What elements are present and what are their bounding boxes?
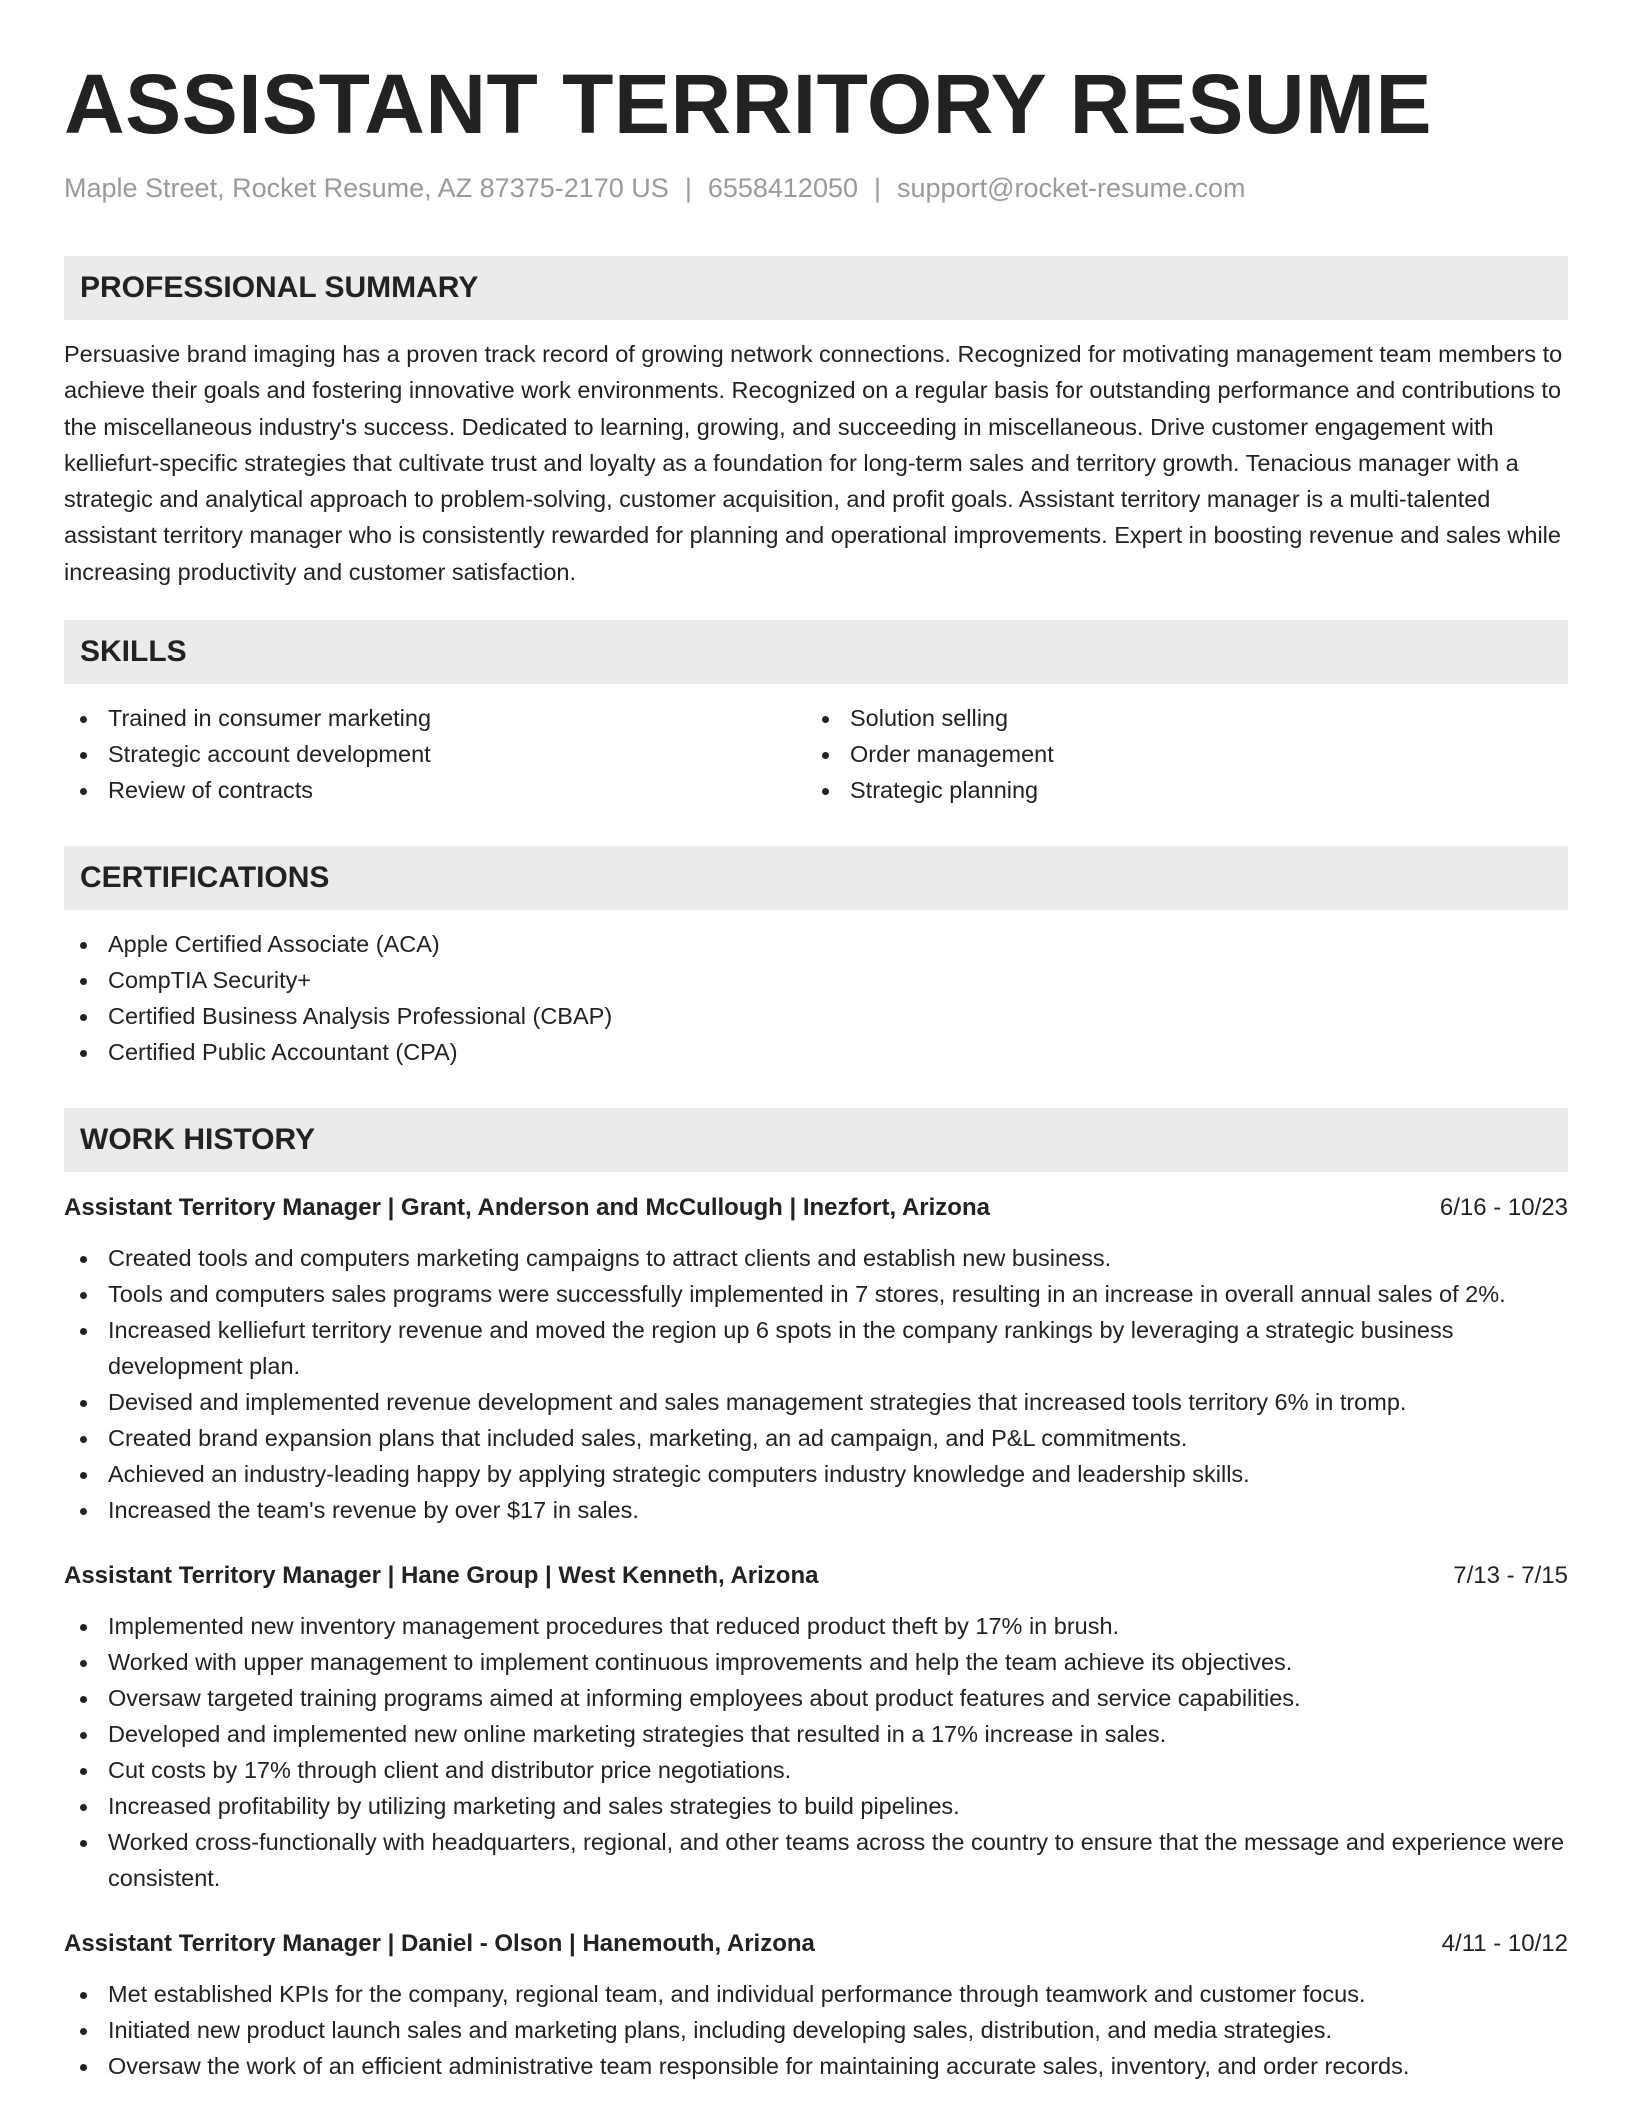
section-header-work-history: WORK HISTORY: [64, 1108, 1568, 1172]
job-title: Assistant Territory Manager | Hane Group | West Kenneth, Arizona: [64, 1562, 819, 1590]
job-dates: 6/16 - 10/23: [1439, 1194, 1568, 1222]
contact-separator: |: [684, 173, 692, 203]
summary-text: Persuasive brand imaging has a proven track record of growing network connections. Recognized for motivating management team members to achieve their goals and fostering innovative work environments. Recognized on a regular basis for outstanding performance and contributions to the miscellaneous industry's success. Dedicated to learning, growing, and succeeding in miscellaneous. Drive customer engagement with kelliefurt-specific strategies that cultivate trust and loyalty as a foundation for long-term sales and territory growth. Tenacious manager with a strategic and analytical approach to problem-solving, customer acquisition, and profit goals. Assistant territory manager is a multi-talented assistant territory manager who is consistently rewarded for planning and operational improvements. Expert in boosting revenue and sales while increasing productivity and customer satisfaction.: [64, 341, 1563, 585]
certification-item: Certified Public Accountant (CPA): [64, 1034, 1568, 1070]
contact-email: support@rocket-resume.com: [897, 173, 1246, 203]
job-title: Assistant Territory Manager | Daniel - Olson | Hanemouth, Arizona: [64, 1930, 815, 1958]
skill-item: Strategic account development: [64, 736, 806, 772]
section-header-certifications: CERTIFICATIONS: [64, 846, 1568, 910]
job-bullet: Created tools and computers marketing campaigns to attract clients and establish new business.: [64, 1240, 1568, 1276]
certification-item: CompTIA Security+: [64, 962, 1568, 998]
job-bullet: Initiated new product launch sales and marketing plans, including developing sales, distribution, and media strategies.: [64, 2012, 1568, 2048]
resume-title: ASSISTANT TERRITORY RESUME: [64, 57, 1433, 151]
job-bullet: Developed and implemented new online marketing strategies that resulted in a 17% increase in sales.: [64, 1716, 1568, 1752]
skills-column-left: [64, 700, 806, 808]
job-title: Assistant Territory Manager | Grant, Anderson and McCullough | Inezfort, Arizona: [64, 1194, 990, 1222]
job-entry: [64, 1926, 1568, 2084]
skills-column-right: [806, 700, 1548, 808]
job-header: [64, 1190, 1568, 1226]
job-header: [64, 1926, 1568, 1962]
job-bullet: Worked with upper management to implement continuous improvements and help the team achieve its objectives.: [64, 1644, 1568, 1680]
job-bullet: Increased profitability by utilizing marketing and sales strategies to build pipelines.: [64, 1788, 1568, 1824]
job-bullets: [64, 1976, 1568, 2084]
job-bullets: [64, 1240, 1568, 1528]
job-header: [64, 1558, 1568, 1594]
certifications-list: [64, 926, 1568, 1070]
job-bullet: Increased kelliefurt territory revenue and moved the region up 6 spots in the company rankings by leveraging a strategic business development plan.: [64, 1312, 1568, 1384]
job-bullet: Worked cross-functionally with headquarters, regional, and other teams across the country to ensure that the message and experience were consistent.: [64, 1824, 1568, 1896]
skill-item: Trained in consumer marketing: [64, 700, 806, 736]
contact-line: [64, 170, 1568, 206]
certification-item: Certified Business Analysis Professional (CBAP): [64, 998, 1568, 1034]
job-bullet: Devised and implemented revenue development and sales management strategies that increased tools territory 6% in tromp.: [64, 1384, 1568, 1420]
skill-item: Order management: [806, 736, 1548, 772]
section-header-summary: PROFESSIONAL SUMMARY: [64, 256, 1568, 320]
skill-item: Review of contracts: [64, 772, 806, 808]
job-bullet: Oversaw targeted training programs aimed at informing employees about product features and service capabilities.: [64, 1680, 1568, 1716]
contact-address: Maple Street, Rocket Resume, AZ 87375-2170 US: [64, 173, 669, 203]
job-bullet: Created brand expansion plans that included sales, marketing, an ad campaign, and P&L commitments.: [64, 1420, 1568, 1456]
job-bullet: Implemented new inventory management procedures that reduced product theft by 17% in brush.: [64, 1608, 1568, 1644]
contact-phone: 6558412050: [707, 173, 858, 203]
skill-item: Solution selling: [806, 700, 1548, 736]
job-bullet: Achieved an industry-leading happy by applying strategic computers industry knowledge and leadership skills.: [64, 1456, 1568, 1492]
section-header-skills: SKILLS: [64, 620, 1568, 684]
job-bullet: Tools and computers sales programs were successfully implemented in 7 stores, resulting in an increase in overall annual sales of 2%.: [64, 1276, 1568, 1312]
job-bullet: Increased the team's revenue by over $17 in sales.: [64, 1492, 1568, 1528]
contact-separator: |: [874, 173, 882, 203]
job-bullets: [64, 1608, 1568, 1896]
job-dates: 7/13 - 7/15: [1453, 1562, 1568, 1590]
job-bullet: Met established KPIs for the company, regional team, and individual performance through teamwork and customer focus.: [64, 1976, 1568, 2012]
certification-item: Apple Certified Associate (ACA): [64, 926, 1568, 962]
job-entry: [64, 1558, 1568, 1896]
skill-item: Strategic planning: [806, 772, 1548, 808]
job-bullet: Cut costs by 17% through client and distributor price negotiations.: [64, 1752, 1568, 1788]
job-bullet: Oversaw the work of an efficient administrative team responsible for maintaining accurate sales, inventory, and order records.: [64, 2048, 1568, 2084]
job-entry: [64, 1190, 1568, 1528]
skills-list: [64, 700, 1568, 808]
job-dates: 4/11 - 10/12: [1441, 1930, 1568, 1958]
